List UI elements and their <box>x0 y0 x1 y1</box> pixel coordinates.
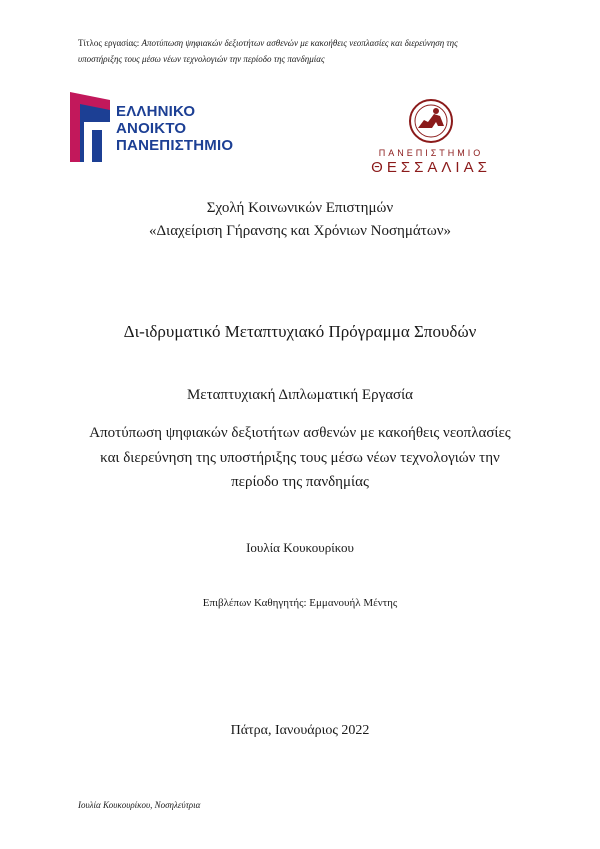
header-title-line1: Αποτύπωση ψηφιακών δεξιοτήτων ασθενών με κακοήθεις νεοπλασίες και διερεύνηση της <box>141 38 458 48</box>
header-label: Τίτλος εργασίας: <box>78 38 140 48</box>
program-title: Δι-ιδρυματικό Μεταπτυχιακό Πρόγραμμα Σπουδών <box>123 322 477 341</box>
supervisor: Επιβλέπων Καθηγητής: Εμμανουήλ Μέντης <box>202 597 398 609</box>
thesis-title-line2: και διερεύνηση της υποστήριξης τους μέσω νέων τεχνολογιών την <box>100 450 500 466</box>
uth-logo-line2: ΘΕΣΣΑΛΙΑΣ <box>371 159 491 176</box>
university-emblem-icon <box>404 98 458 144</box>
school-name: Σχολή Κοινωνικών Επιστημών <box>206 200 394 216</box>
eap-logo-line1: ΕΛΛΗΝΙΚΟ <box>116 103 196 120</box>
thesis-title-line3: περίοδο της πανδημίας <box>231 474 369 490</box>
place-date: Πάτρα, Ιανουάριος 2022 <box>230 723 370 738</box>
running-header <box>78 35 533 51</box>
header-title-line2: υποστήριξης τους μέσω νέων τεχνολογιών την περίοδο της πανδημίας <box>78 54 325 64</box>
author-name: Ιουλία Κουκουρίκου <box>246 540 354 555</box>
thesis-type: Μεταπτυχιακή Διπλωματική Εργασία <box>186 387 414 403</box>
uth-logo-line1: ΠΑΝΕΠΙΣΤΗΜΙΟ <box>378 148 484 158</box>
page-footer: Ιουλία Κουκουρίκου, Νοσηλεύτρια <box>78 800 201 810</box>
eap-logo-line2: ΑΝΟΙΚΤΟ <box>116 120 187 137</box>
program-subtitle: «Διαχείριση Γήρανσης και Χρόνιων Νοσημάτων» <box>149 223 451 239</box>
eap-logo-line3: ΠΑΝΕΠΙΣΤΗΜΙΟ <box>116 137 234 154</box>
thesis-title-line1: Αποτύπωση ψηφιακών δεξιοτήτων ασθενών με κακοήθεις νεοπλασίες <box>89 425 511 441</box>
